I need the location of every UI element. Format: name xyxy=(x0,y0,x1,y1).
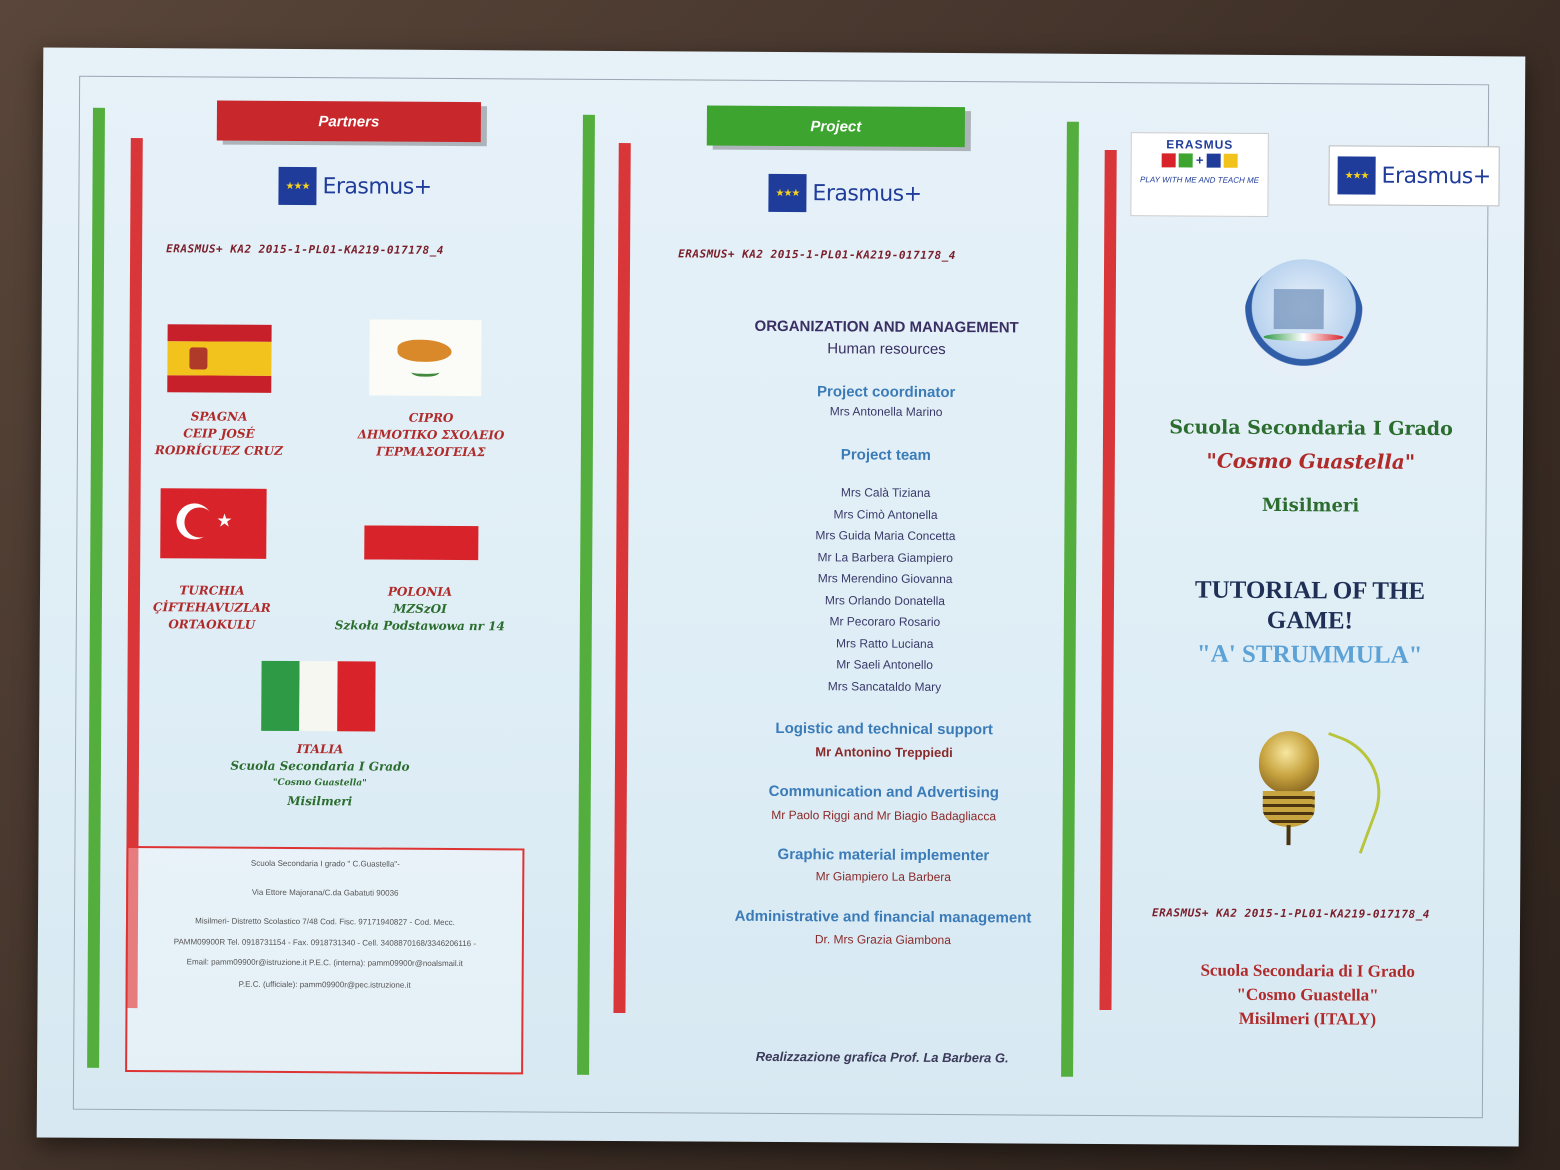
tutorial-title-2: GAME! xyxy=(1266,606,1353,635)
poland-school-line2: Szkoła Podstawowa nr 14 xyxy=(334,618,505,634)
footer-school: Scuola Secondaria di I Grado xyxy=(1200,960,1415,981)
team-member: Mrs Orlando Donatella xyxy=(824,592,946,608)
erasmus-logo-right xyxy=(1328,145,1500,206)
partners-tag: Partners xyxy=(217,101,481,143)
brochure-sheet xyxy=(37,47,1526,1146)
italy-country: ITALIA xyxy=(296,742,344,757)
tutorial-title: TUTORIAL OF THE xyxy=(1194,576,1426,605)
project-tag: Project xyxy=(707,106,965,148)
cyprus-country: CIPRO xyxy=(408,410,454,425)
school-name: Scuola Secondaria I Grado xyxy=(1169,416,1453,441)
spinning-top-image xyxy=(1248,721,1389,882)
spain-country: SPAGNA xyxy=(190,409,248,424)
spain-school-line2: RODRÍGUEZ CRUZ xyxy=(154,443,283,458)
turkey-school-line1: ÇİFTEHAVUZLAR xyxy=(152,600,271,615)
org-title: ORGANIZATION AND MANAGEMENT xyxy=(754,317,1019,337)
team-member: Mrs Guida Maria Concetta xyxy=(815,528,956,544)
team-member: Mrs Ratto Luciana xyxy=(835,635,934,651)
project-logo xyxy=(1130,132,1269,217)
graphic-title: Graphic material implementer xyxy=(777,845,990,865)
info-line: Email: pamm09900r@istruzione.it P.E.C. (interna): pamm09900r@noalsmail.it xyxy=(186,957,463,969)
poland-school-line1: MZSzOI xyxy=(393,601,447,616)
project-logo-plus: + xyxy=(1195,152,1204,168)
erasmus-label: Erasmus+ xyxy=(322,173,432,200)
contact-info-box xyxy=(125,846,524,1074)
info-line: Via Ettore Majorana/C.da Gabatuti 90036 xyxy=(251,887,399,898)
school-emblem xyxy=(1243,259,1364,380)
poland-country: POLONIA xyxy=(387,584,453,599)
italy-flag xyxy=(261,661,375,732)
project-code-right: ERASMUS+ KA2 2015-1-PL01-KA219-017178_4 xyxy=(1152,906,1430,921)
footer-town: Misilmeri (ITALY) xyxy=(1238,1008,1377,1029)
project-code-middle: ERASMUS+ KA2 2015-1-PL01-KA219-017178_4 xyxy=(678,247,956,263)
org-subtitle: Human resources xyxy=(827,340,946,359)
turkey-flag: ★ xyxy=(160,488,266,559)
team-list xyxy=(639,481,1130,699)
logistic-title: Logistic and technical support xyxy=(775,719,994,739)
team-member: Mrs Cimò Antonella xyxy=(833,506,938,522)
cyprus-flag xyxy=(369,319,481,396)
cyprus-school-line2: ΓΕΡΜΑΣΟΓΕΙΑΣ xyxy=(376,444,486,460)
project-logo-title: ERASMUS xyxy=(1166,137,1234,152)
coordinator-name: Mrs Antonella Marino xyxy=(829,404,943,419)
team-title: Project team xyxy=(840,446,931,464)
erasmus-logo-middle xyxy=(768,174,921,213)
logistic-name: Mr Antonino Treppiedi xyxy=(815,744,953,761)
cyprus-school-line1: ΔΗΜΟΤΙΚΟ ΣΧΟΛΕΙΟ xyxy=(357,427,505,443)
eu-flag-icon: ★★★ xyxy=(1337,156,1375,194)
eu-flag-icon: ★★★ xyxy=(768,174,806,212)
graphic-credit: Realizzazione grafica Prof. La Barbera G. xyxy=(755,1048,1009,1066)
game-name: "A' STRUMMULA" xyxy=(1196,640,1423,669)
poland-flag xyxy=(364,491,478,560)
communication-names: Mr Paolo Riggi and Mr Biagio Badagliacca xyxy=(771,807,997,824)
info-line: Misilmeri- Distretto Scolastico 7/48 Cod. Fisc. 97171940827 - Cod. Mecc. xyxy=(195,916,455,928)
team-member: Mr Pecoraro Rosario xyxy=(829,614,941,629)
communication-title: Communication and Advertising xyxy=(768,782,1000,802)
footer-school-name: "Cosmo Guastella" xyxy=(1236,984,1379,1005)
admin-title: Administrative and financial management xyxy=(734,907,1032,927)
project-logo-slogan: PLAY WITH ME AND TEACH ME xyxy=(1140,175,1260,185)
graphic-name: Mr Giampiero La Barbera xyxy=(815,869,952,885)
italy-school-line3: Misilmeri xyxy=(287,793,353,809)
team-member: Mrs Merendino Giovanna xyxy=(817,571,953,587)
team-member: Mr La Barbera Giampiero xyxy=(817,549,953,565)
spain-school-line1: CEIP JOSÉ xyxy=(183,426,255,441)
team-member: Mrs Calà Tiziana xyxy=(840,485,931,500)
erasmus-label: Erasmus+ xyxy=(1381,163,1491,189)
team-member: Mr Saeli Antonello xyxy=(836,657,933,672)
info-line: PAMM09900R Tel. 0918731154 - Fax. 0918731340 - Cell. 3408870168/3346206116 - xyxy=(173,937,477,949)
admin-name: Dr. Mrs Grazia Giambona xyxy=(814,932,951,948)
team-member: Mrs Sancataldo Mary xyxy=(827,678,942,694)
spain-flag xyxy=(167,324,271,393)
erasmus-label: Erasmus+ xyxy=(812,180,922,207)
italy-school-line1: Scuola Secondaria I Grado xyxy=(230,758,410,774)
info-line: P.E.C. (ufficiale): pamm09900r@pec.istruzione.it xyxy=(238,979,411,990)
italy-school-line2: "Cosmo Guastella" xyxy=(272,777,367,789)
turkey-school-line2: ORTAOKULU xyxy=(168,617,256,632)
eu-flag-icon: ★★★ xyxy=(278,167,316,205)
project-code-left: ERASMUS+ KA2 2015-1-PL01-KA219-017178_4 xyxy=(166,242,444,257)
coordinator-title: Project coordinator xyxy=(817,383,956,402)
school-subtitle: "Cosmo Guastella" xyxy=(1206,448,1416,474)
school-town: Misilmeri xyxy=(1261,494,1360,517)
erasmus-logo-left xyxy=(278,167,431,206)
turkey-country: TURCHIA xyxy=(179,583,245,598)
info-line: Scuola Secondaria I grado " C.Guastella"- xyxy=(250,858,400,869)
